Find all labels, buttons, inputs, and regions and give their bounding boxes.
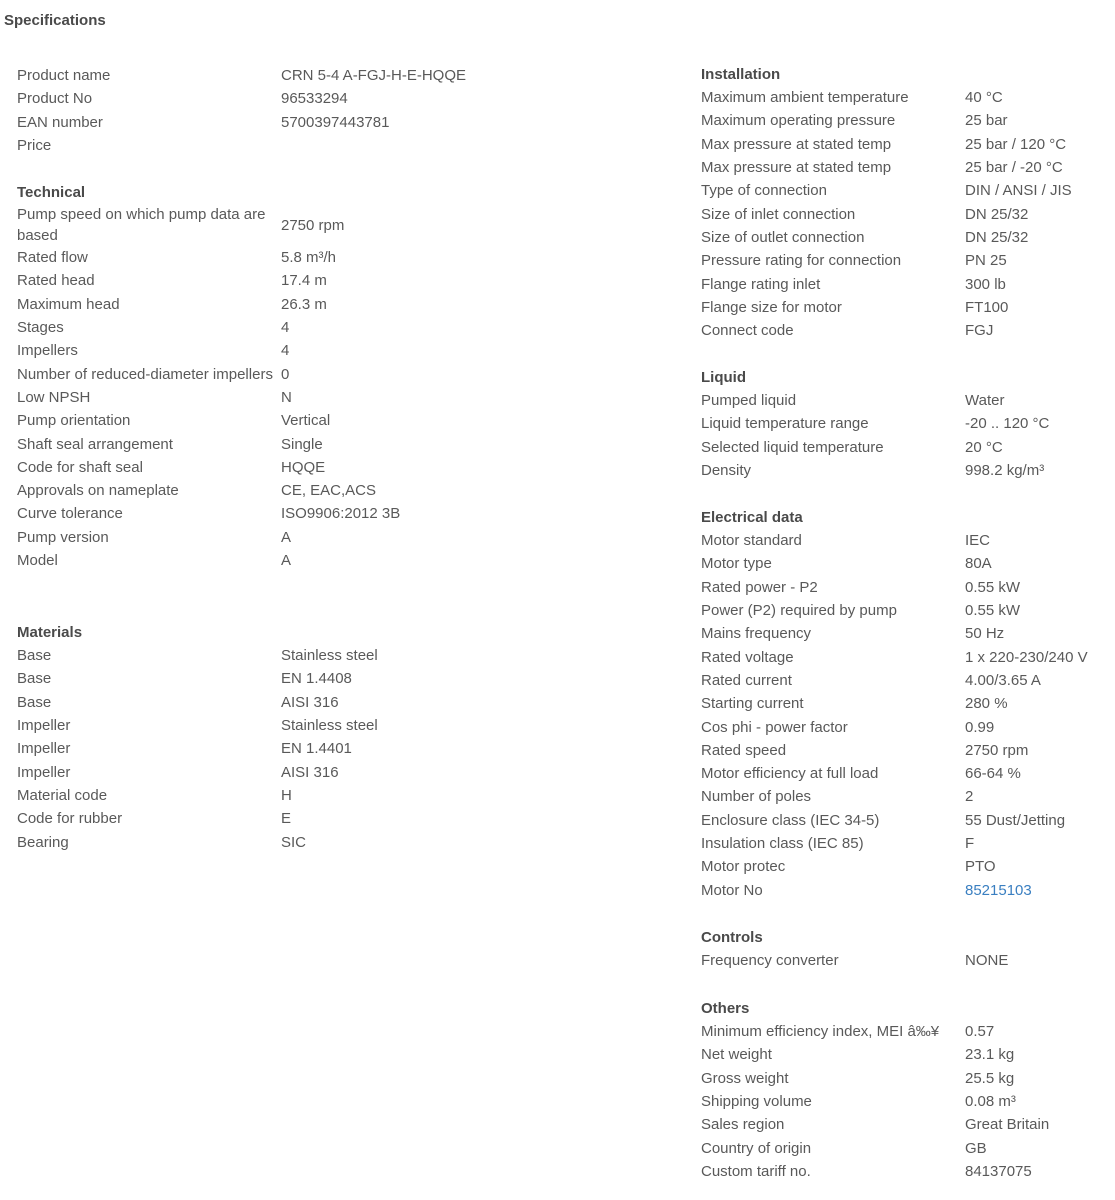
spec-value: 80A bbox=[965, 555, 992, 573]
spec-value: DIN / ANSI / JIS bbox=[965, 182, 1072, 200]
spec-label: Product No bbox=[17, 90, 93, 108]
spec-label: Max pressure at stated temp bbox=[701, 135, 892, 153]
spec-label: Power (P2) required by pump bbox=[701, 602, 897, 620]
spec-row bbox=[701, 319, 1111, 342]
spec-value: SIC bbox=[281, 833, 307, 851]
spec-row bbox=[701, 226, 1111, 249]
section-heading: Technical bbox=[17, 184, 86, 201]
spec-row bbox=[17, 526, 617, 549]
spec-value: 280 % bbox=[965, 695, 1008, 713]
spec-label: Motor standard bbox=[701, 532, 802, 550]
spec-label: Type of connection bbox=[701, 182, 827, 200]
spec-row bbox=[17, 409, 617, 432]
spec-row bbox=[701, 459, 1111, 482]
spec-label: Connect code bbox=[701, 322, 794, 340]
section-installation bbox=[701, 63, 1111, 342]
spec-value: 2750 rpm bbox=[281, 216, 345, 234]
spec-row bbox=[701, 202, 1111, 225]
spec-label: Rated head bbox=[17, 272, 95, 290]
spec-row bbox=[17, 362, 617, 385]
spec-value: 0.55 kW bbox=[965, 578, 1021, 596]
spec-value: PTO bbox=[965, 858, 996, 876]
spec-value: 5700397443781 bbox=[281, 113, 390, 131]
spec-label: Shaft seal arrangement bbox=[17, 435, 173, 453]
spec-row bbox=[17, 87, 617, 110]
spec-row bbox=[17, 737, 617, 760]
spec-value: 5.8 m³/h bbox=[281, 249, 337, 267]
spec-value: 0.55 kW bbox=[965, 602, 1021, 620]
spec-row bbox=[701, 1090, 1111, 1113]
spec-label: Rated speed bbox=[701, 741, 787, 759]
spec-row bbox=[17, 64, 617, 87]
spec-row bbox=[701, 179, 1111, 202]
spec-row bbox=[701, 296, 1111, 319]
spec-value: 2 bbox=[965, 788, 974, 806]
spec-value: 23.1 kg bbox=[965, 1046, 1015, 1064]
spec-row bbox=[17, 784, 617, 807]
spec-value: 0.08 m³ bbox=[965, 1093, 1016, 1111]
spec-value: 0.99 bbox=[965, 718, 995, 736]
spec-label: Price bbox=[17, 137, 52, 155]
spec-value: 25 bar / 120 °C bbox=[965, 135, 1067, 153]
spec-label: Cos phi - power factor bbox=[701, 718, 848, 736]
spec-value: 2750 rpm bbox=[965, 741, 1029, 759]
spec-value: H bbox=[281, 786, 292, 804]
section-untitled bbox=[17, 64, 617, 157]
spec-row bbox=[701, 785, 1111, 808]
spec-row bbox=[701, 389, 1111, 412]
section-controls bbox=[701, 926, 1111, 972]
spec-value: 66-64 % bbox=[965, 765, 1021, 783]
spec-row bbox=[17, 432, 617, 455]
spec-value: 96533294 bbox=[281, 90, 348, 108]
spec-value: A bbox=[281, 552, 292, 569]
spec-value: 55 Dust/Jetting bbox=[965, 811, 1066, 829]
spec-label: Rated power - P2 bbox=[701, 578, 818, 596]
spec-label: Sales region bbox=[701, 1116, 785, 1134]
spec-row bbox=[17, 502, 617, 525]
spec-value: 84137075 bbox=[965, 1162, 1032, 1180]
spec-label: EAN number bbox=[17, 113, 103, 131]
spec-label: Base bbox=[17, 647, 52, 665]
spec-label: Size of inlet connection bbox=[701, 205, 856, 223]
spec-label: Mains frequency bbox=[701, 625, 812, 643]
spec-label: Max pressure at stated temp bbox=[701, 159, 892, 177]
spec-row bbox=[17, 339, 617, 362]
spec-row bbox=[701, 1136, 1111, 1159]
spec-label: Maximum operating pressure bbox=[701, 112, 896, 130]
spec-row bbox=[17, 760, 617, 783]
spec-value: 4 bbox=[281, 342, 290, 360]
spec-row bbox=[17, 807, 617, 830]
section-others bbox=[701, 997, 1111, 1183]
spec-row bbox=[701, 1020, 1111, 1043]
spec-row bbox=[17, 479, 617, 502]
spec-row bbox=[701, 109, 1111, 132]
spec-label: Pumped liquid bbox=[701, 392, 797, 410]
spec-row bbox=[701, 529, 1111, 552]
spec-value: 40 °C bbox=[965, 89, 1003, 107]
spec-value: 1 x 220-230/240 V bbox=[965, 648, 1088, 666]
spec-row bbox=[17, 246, 617, 269]
spec-row bbox=[701, 249, 1111, 272]
spec-label: Maximum head bbox=[17, 295, 120, 313]
spec-label: Model bbox=[17, 552, 58, 569]
spec-label: Starting current bbox=[701, 695, 804, 713]
spec-value: DN 25/32 bbox=[965, 228, 1029, 246]
spec-row bbox=[701, 156, 1111, 179]
spec-value: Stainless steel bbox=[281, 647, 378, 665]
spec-row bbox=[17, 204, 617, 246]
spec-value: HQQE bbox=[281, 458, 326, 476]
spec-label: Net weight bbox=[701, 1046, 772, 1064]
spec-label: Rated current bbox=[701, 671, 792, 689]
spec-value: FT100 bbox=[965, 298, 1009, 316]
spec-value: 300 lb bbox=[965, 275, 1006, 293]
spec-value: 4 bbox=[281, 319, 290, 337]
spec-label: Code for rubber bbox=[17, 810, 123, 828]
section-heading: Materials bbox=[17, 624, 83, 641]
spec-row bbox=[701, 669, 1111, 692]
spec-row bbox=[701, 949, 1111, 972]
spec-row bbox=[701, 855, 1111, 878]
spec-value: EN 1.4408 bbox=[281, 670, 352, 688]
spec-value: 25 bar bbox=[965, 112, 1008, 130]
spec-value: 0 bbox=[281, 365, 290, 383]
spec-value: DN 25/32 bbox=[965, 205, 1029, 223]
spec-label: Stages bbox=[17, 319, 64, 337]
spec-label: Pressure rating for connection bbox=[701, 252, 902, 270]
spec-label: Impeller bbox=[17, 763, 71, 781]
spec-value: F bbox=[965, 835, 975, 852]
spec-value: 998.2 kg/m³ bbox=[965, 462, 1045, 480]
spec-row bbox=[17, 111, 617, 134]
spec-label: Selected liquid temperature bbox=[701, 438, 884, 456]
spec-label: Enclosure class (IEC 34-5) bbox=[701, 811, 880, 829]
spec-value: Single bbox=[281, 435, 323, 453]
spec-label: Impeller bbox=[17, 740, 71, 758]
spec-value: 50 Hz bbox=[965, 625, 1005, 643]
spec-label: Insulation class (IEC 85) bbox=[701, 835, 864, 852]
section-heading: Electrical data bbox=[701, 509, 803, 526]
spec-row bbox=[701, 622, 1111, 645]
spec-label: Impellers bbox=[17, 342, 78, 360]
spec-label: Minimum efficiency index, MEI â‰¥ bbox=[701, 1023, 940, 1041]
spec-value: N bbox=[281, 388, 292, 406]
spec-label: Approvals on nameplate bbox=[17, 482, 179, 500]
spec-row bbox=[701, 1160, 1111, 1183]
spec-value: AISI 316 bbox=[281, 763, 339, 781]
spec-row bbox=[701, 878, 1111, 901]
spec-value: ISO9906:2012 3B bbox=[281, 505, 401, 523]
spec-label: Motor efficiency at full load bbox=[701, 765, 879, 783]
spec-value: NONE bbox=[965, 952, 1009, 970]
spec-row bbox=[17, 667, 617, 690]
spec-value: Vertical bbox=[281, 412, 331, 430]
spec-row bbox=[701, 832, 1111, 855]
spec-label: Rated flow bbox=[17, 249, 88, 267]
spec-label: Density bbox=[701, 462, 752, 480]
section-materials bbox=[17, 621, 617, 854]
spec-label: Motor type bbox=[701, 555, 772, 573]
spec-row bbox=[701, 576, 1111, 599]
spec-label: Impeller bbox=[17, 717, 71, 735]
spec-value: 26.3 m bbox=[281, 295, 327, 313]
spec-row bbox=[701, 436, 1111, 459]
spec-label: Pump version bbox=[17, 528, 109, 546]
spec-value: 25.5 kg bbox=[965, 1069, 1015, 1087]
spec-label: Gross weight bbox=[701, 1069, 789, 1087]
spec-row bbox=[701, 1067, 1111, 1090]
spec-value: 17.4 m bbox=[281, 272, 327, 290]
spec-row bbox=[701, 599, 1111, 622]
page-title: Specifications bbox=[4, 12, 106, 29]
section-electrical-data bbox=[701, 506, 1111, 902]
spec-value: Great Britain bbox=[965, 1116, 1050, 1134]
spec-row bbox=[701, 412, 1111, 435]
spec-label: Country of origin bbox=[701, 1139, 812, 1157]
spec-value: EN 1.4401 bbox=[281, 740, 352, 758]
spec-row bbox=[17, 830, 617, 853]
spec-value: E bbox=[281, 810, 292, 828]
section-heading: Controls bbox=[701, 929, 763, 946]
spec-row bbox=[701, 1113, 1111, 1136]
spec-label: Motor No bbox=[701, 881, 763, 899]
spec-value: GB bbox=[965, 1139, 987, 1157]
section-heading: Liquid bbox=[701, 369, 746, 386]
spec-value: 0.57 bbox=[965, 1023, 995, 1041]
spec-label: Product name bbox=[17, 67, 111, 85]
section-heading: Installation bbox=[701, 66, 781, 83]
spec-row bbox=[701, 715, 1111, 738]
spec-label: Rated voltage bbox=[701, 648, 794, 666]
spec-label: Material code bbox=[17, 786, 108, 804]
spec-value: CE, EAC,ACS bbox=[281, 482, 377, 500]
spec-label: Code for shaft seal bbox=[17, 458, 143, 476]
spec-label: Number of poles bbox=[701, 788, 812, 806]
spec-row bbox=[17, 691, 617, 714]
spec-row bbox=[701, 552, 1111, 575]
section-liquid bbox=[701, 366, 1111, 482]
spec-label: Bearing bbox=[17, 833, 69, 851]
spec-row bbox=[17, 456, 617, 479]
spec-row bbox=[701, 86, 1111, 109]
spec-label: Liquid temperature range bbox=[701, 415, 869, 433]
spec-label: Curve tolerance bbox=[17, 505, 123, 523]
spec-row bbox=[701, 1043, 1111, 1066]
spec-row bbox=[701, 272, 1111, 295]
spec-label: Low NPSH bbox=[17, 388, 91, 406]
spec-row bbox=[17, 134, 617, 157]
spec-row bbox=[17, 293, 617, 316]
spec-value: AISI 316 bbox=[281, 693, 339, 711]
section-heading: Others bbox=[701, 1000, 750, 1017]
spec-label: Flange rating inlet bbox=[701, 275, 821, 293]
spec-label: Number of reduced-diameter impellers bbox=[17, 365, 273, 383]
spec-value: 25 bar / -20 °C bbox=[965, 159, 1063, 177]
spec-label: Base bbox=[17, 693, 52, 711]
spec-label: Flange size for motor bbox=[701, 298, 842, 316]
spec-row bbox=[701, 692, 1111, 715]
spec-row bbox=[17, 269, 617, 292]
spec-value: PN 25 bbox=[965, 252, 1007, 270]
spec-label: Size of outlet connection bbox=[701, 228, 865, 246]
spec-label: Frequency converter bbox=[701, 952, 839, 970]
spec-label: Maximum ambient temperature bbox=[701, 89, 909, 107]
spec-value: A bbox=[281, 528, 292, 546]
spec-label: Motor protec bbox=[701, 858, 786, 876]
spec-value: -20 .. 120 °C bbox=[965, 415, 1050, 433]
spec-row bbox=[17, 549, 617, 572]
spec-value: IEC bbox=[965, 532, 991, 550]
spec-row bbox=[17, 316, 617, 339]
spec-label: Pump speed on which pump data are based bbox=[17, 206, 266, 244]
spec-value: Water bbox=[965, 392, 1005, 410]
spec-row bbox=[701, 133, 1111, 156]
spec-row bbox=[17, 386, 617, 409]
spec-label: Shipping volume bbox=[701, 1093, 812, 1111]
spec-value: FGJ bbox=[965, 322, 994, 340]
spec-value: 4.00/3.65 A bbox=[965, 671, 1041, 689]
spec-row bbox=[17, 714, 617, 737]
motor-no-link[interactable]: 85215103 bbox=[965, 881, 1032, 899]
section-technical bbox=[17, 181, 617, 572]
spec-value: Stainless steel bbox=[281, 717, 378, 735]
spec-value: CRN 5-4 A-FGJ-H-E-HQQE bbox=[281, 67, 467, 85]
spec-label: Pump orientation bbox=[17, 412, 131, 430]
spec-label: Base bbox=[17, 670, 52, 688]
spec-row bbox=[701, 762, 1111, 785]
spec-row bbox=[17, 644, 617, 667]
spec-row bbox=[701, 645, 1111, 668]
spec-row bbox=[701, 739, 1111, 762]
spec-label: Custom tariff no. bbox=[701, 1162, 811, 1180]
spec-row bbox=[701, 809, 1111, 832]
spec-value: 20 °C bbox=[965, 438, 1003, 456]
